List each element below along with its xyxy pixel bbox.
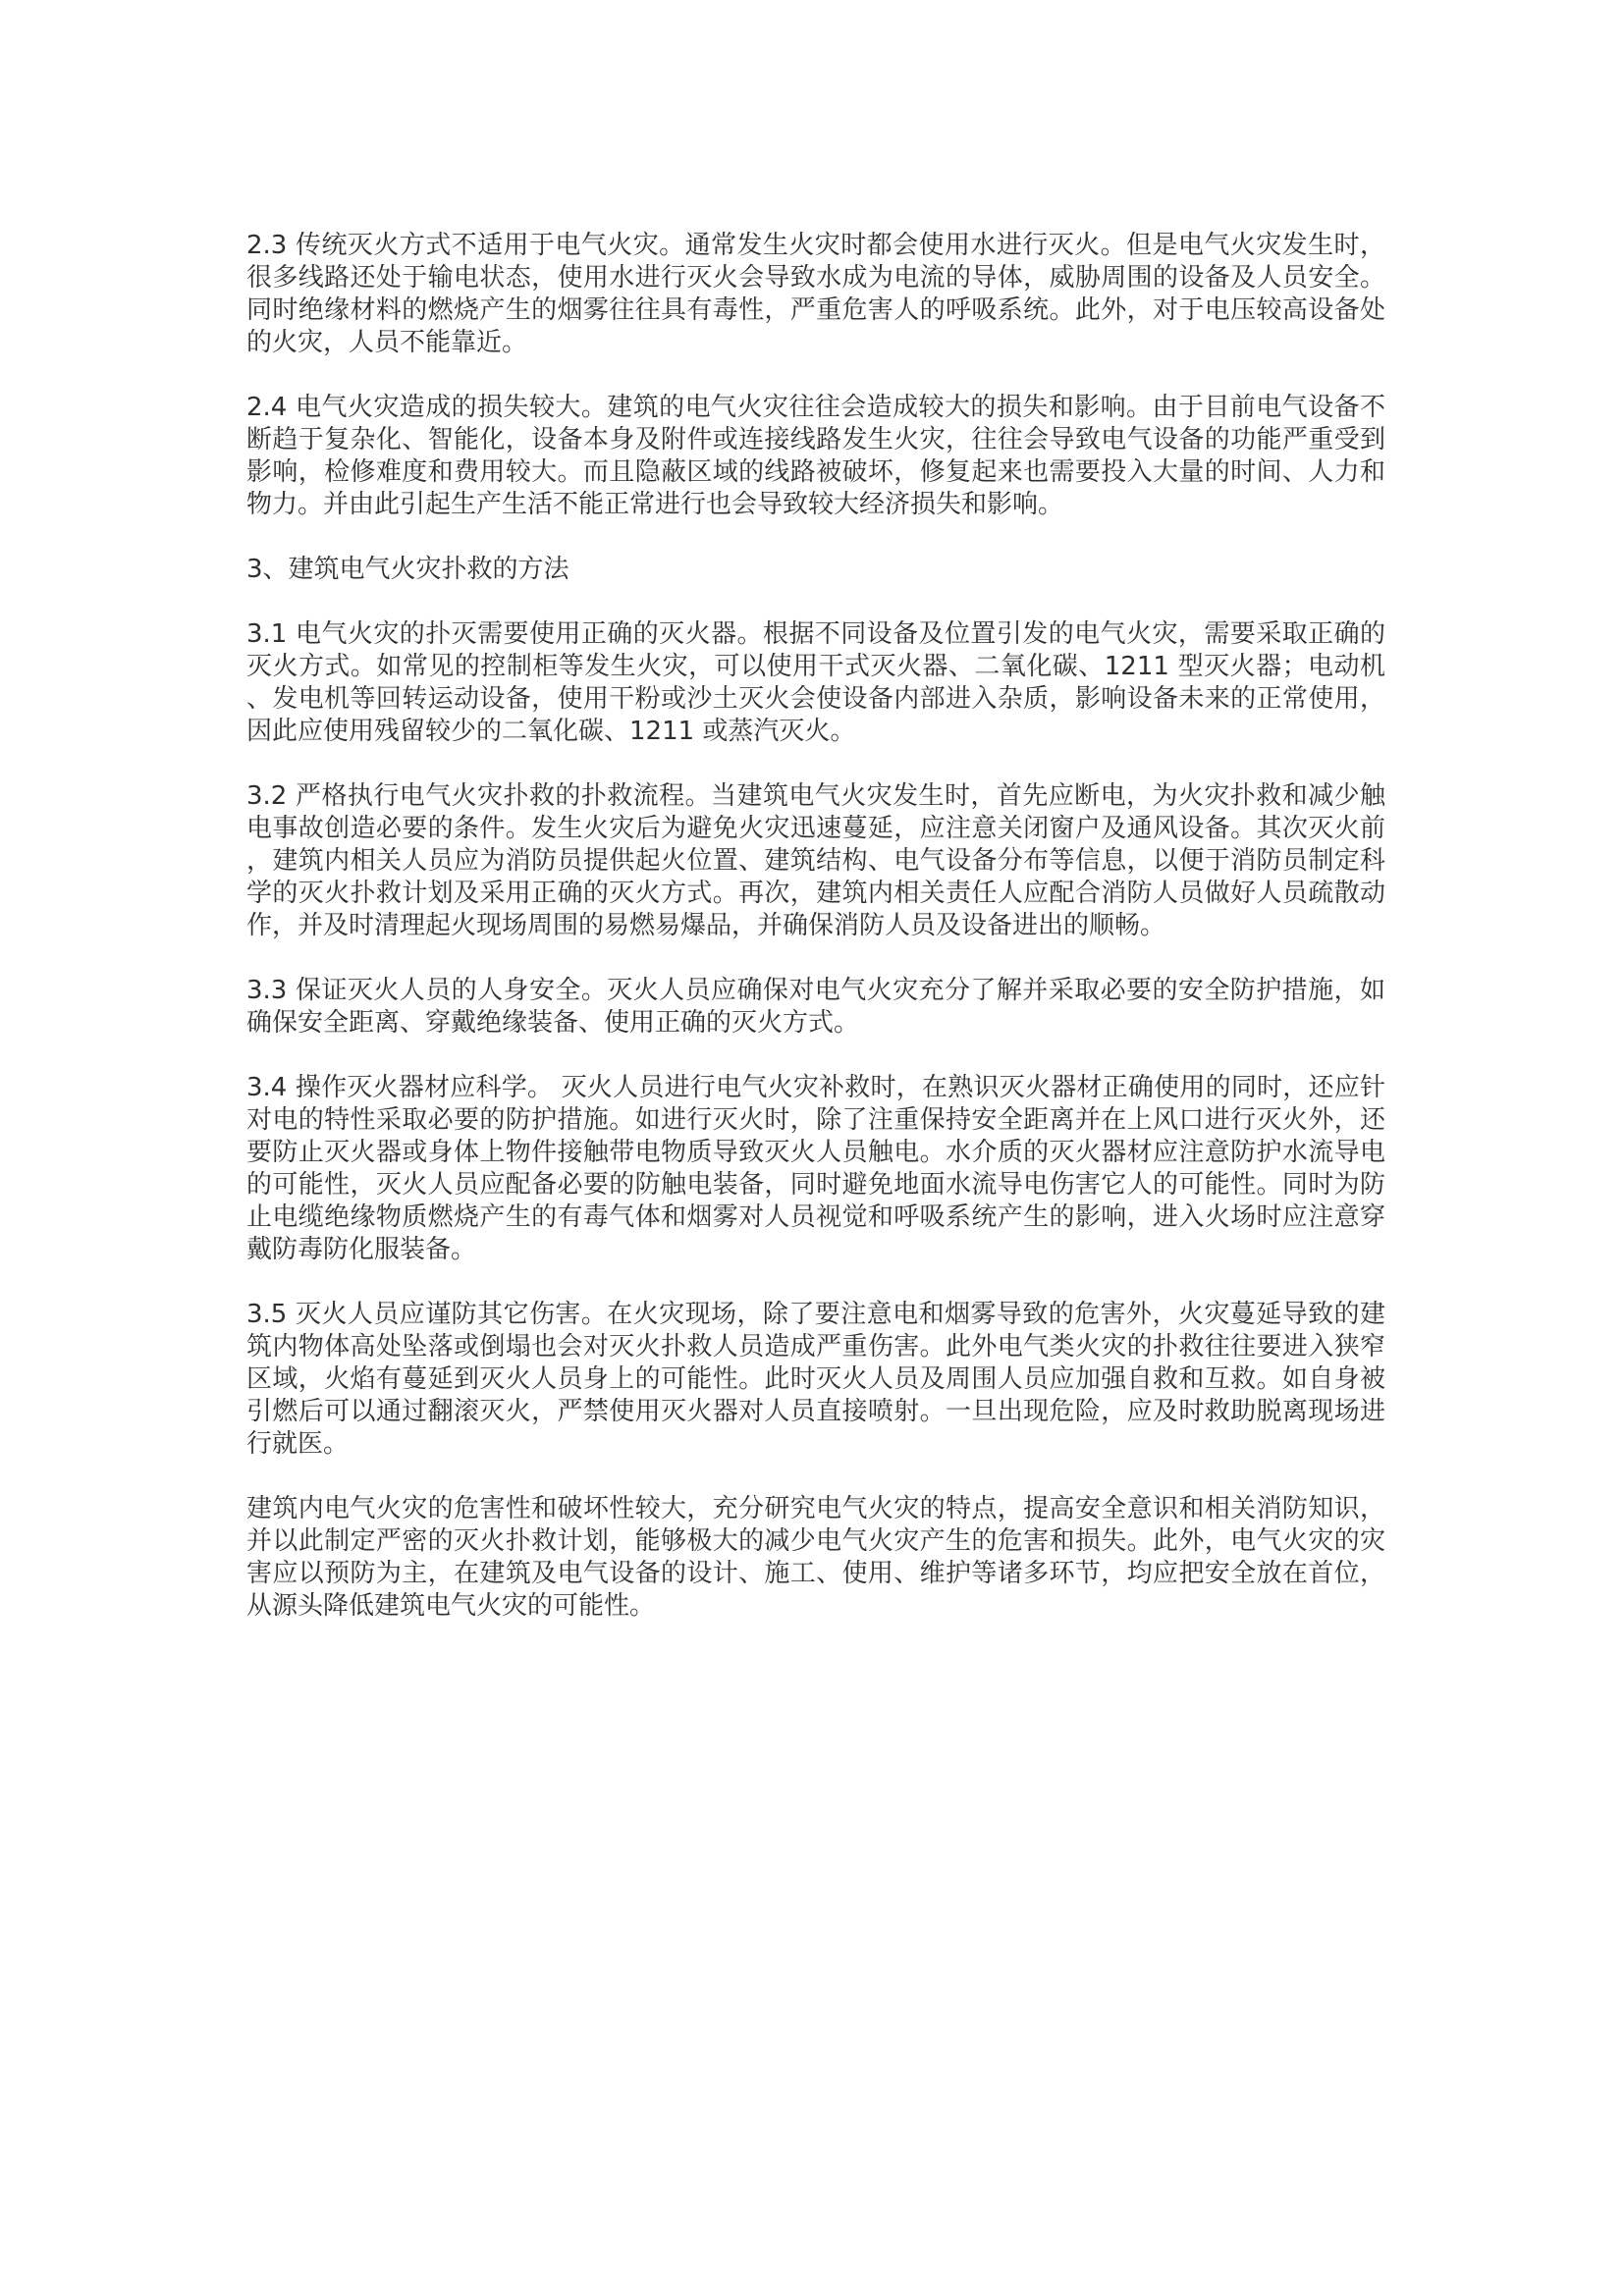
paragraph-conclusion: 建筑内电气火灾的危害性和破坏性较大，充分研究电气火灾的特点，提高安全意识和相关消防知识，并以此制定严密的灭火扑救计划，能够极大的减少电气火灾产生的危害和损失。此外，电气火灾的灾害应以预防为主，在建筑及电气设备的设计、施工、使用、维护等诸多环节，均应把安全放在首位，从源头降低建筑电气火灾的可能性。 bbox=[246, 1494, 1385, 1621]
paragraph-3-4: 3.4 操作灭火器材应科学。 灭火人员进行电气火灾补救时，在熟识灭火器材正确使用的同时，还应针对电的特性采取必要的防护措施。如进行灭火时，除了注重保持安全距离并在上风口进行灭火外，还要防止灭火器或身体上物件接触带电物质导致灭火人员触电。水介质的灭火器材应注意防护水流导电的可能性，灭火人员应配备必要的防触电装备，同时避免地面水流导电伤害它人的可能性。同时为防止电缆绝缘物质燃烧产生的有毒气体和烟雾对人员视觉和呼吸系统产生的影响，进入火场时应注意穿戴防毒防化服装备。 bbox=[246, 1073, 1385, 1264]
paragraph-3-3: 3.3 保证灭火人员的人身安全。灭火人员应确保对电气火灾充分了解并采取必要的安全防护措施，如确保安全距离、穿戴绝缘装备、使用正确的灭火方式。 bbox=[246, 976, 1385, 1038]
section-heading-3: 3、建筑电气火灾扑救的方法 bbox=[246, 555, 569, 584]
paragraph-2-4: 2.4 电气火灾造成的损失较大。建筑的电气火灾往往会造成较大的损失和影响。由于目前电气设备不断趋于复杂化、智能化，设备本身及附件或连接线路发生火灾，往往会导致电气设备的功能严重受到影响，检修难度和费用较大。而且隐蔽区域的线路被破坏，修复起来也需要投入大量的时间、人力和物力。并由此引起生产生活不能正常进行也会导致较大经济损失和影响。 bbox=[246, 393, 1385, 519]
paragraph-3-2: 3.2 严格执行电气火灾扑救的扑救流程。当建筑电气火灾发生时，首先应断电，为火灾扑救和减少触电事故创造必要的条件。发生火灾后为避免火灾迅速蔓延，应注意关闭窗户及通风设备。其次灭火前，建筑内相关人员应为消防员提供起火位置、建筑结构、电气设备分布等信息，以便于消防员制定科学的灭火扑救计划及采用正确的灭火方式。再次，建筑内相关责任人应配合消防人员做好人员疏散动作，并及时清理起火现场周围的易燃易爆品，并确保消防人员及设备进出的顺畅。 bbox=[246, 781, 1385, 940]
paragraph-2-3: 2.3 传统灭火方式不适用于电气火灾。通常发生火灾时都会使用水进行灭火。但是电气火灾发生时，很多线路还处于输电状态，使用水进行灭火会导致水成为电流的导体，威胁周围的设备及人员安全。同时绝缘材料的燃烧产生的烟雾往往具有毒性，严重危害人的呼吸系统。此外，对于电压较高设备处的火灾，人员不能靠近。 bbox=[246, 231, 1385, 357]
document-body bbox=[246, 230, 1385, 1655]
paragraph-3-5: 3.5 灭火人员应谨防其它伤害。在火灾现场，除了要注意电和烟雾导致的危害外，火灾蔓延导致的建筑内物体高处坠落或倒塌也会对灭火扑救人员造成严重伤害。此外电气类火灾的扑救往往要进入狭窄区域，火焰有蔓延到灭火人员身上的可能性。此时灭火人员及周围人员应加强自救和互救。如自身被引燃后可以通过翻滚灭火，严禁使用灭火器对人员直接喷射。一旦出现危险，应及时救助脱离现场进行就医。 bbox=[246, 1300, 1385, 1459]
paragraph-3-1: 3.1 电气火灾的扑灭需要使用正确的灭火器。根据不同设备及位置引发的电气火灾，需要采取正确的灭火方式。如常见的控制柜等发生火灾，可以使用干式灭火器、二氧化碳、1211 型灭火器；电动机、发电机等回转运动设备，使用干粉或沙土灭火会使设备内部进入杂质，影响设备未来的正常使用，因此应使用残留较少的二氧化碳、1211 或蒸汽灭火。 bbox=[246, 619, 1385, 746]
